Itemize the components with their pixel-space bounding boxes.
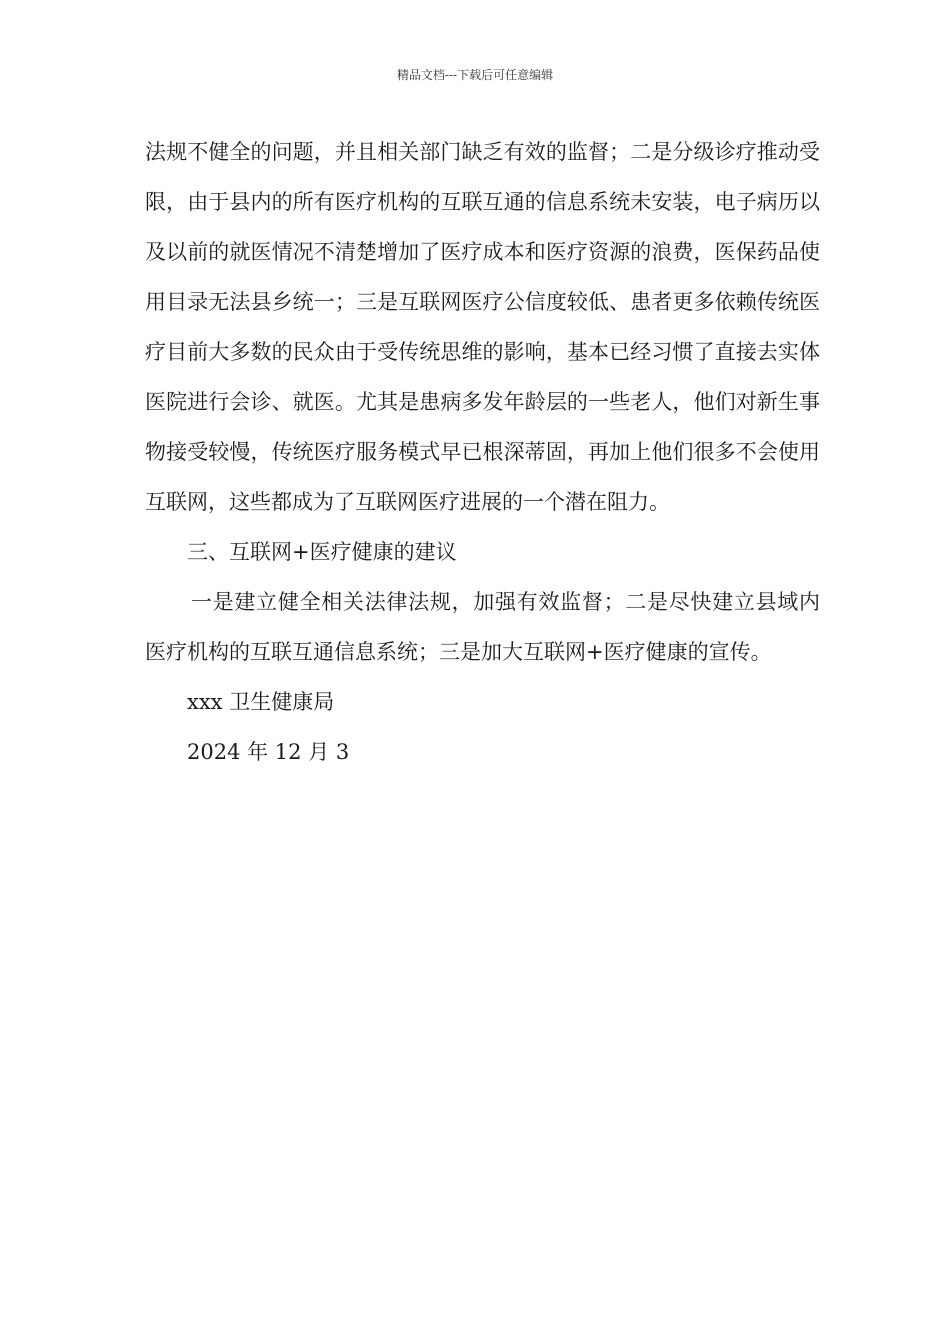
section-heading-suggestions: 三、互联网+医疗健康的建议 bbox=[187, 540, 457, 564]
paragraph-problems: 法规不健全的问题，并且相关部门缺乏有效的监督；二是分级诊疗推动受限，由于县内的所有医疗机构的互联互通的信息系统未安装，电子病历以及以前的就医情况不清楚增加了医疗成本和医疗资源的浪费，医保药品使用目录无法县乡统一；三是互联网医疗公信度较低、患者更多依赖传统医疗目前大多数的民众由于受传统思维的影响，基本已经习惯了直接去实体医院进行会诊、就医。尤其是患病多发年龄层的一些老人，他们对新生事物接受较慢，传统医疗服务模式早已根深蒂固，再加上他们很多不会使用互联网，这些都成为了互联网医疗进展的一个潜在阻力。 bbox=[145, 140, 820, 514]
signature-organization: xxx 卫生健康局 bbox=[187, 690, 335, 714]
signature-date: 2024 年 12 月 3 bbox=[187, 740, 350, 764]
document-body bbox=[145, 127, 820, 777]
paragraph-suggestions: 一是建立健全相关法律法规，加强有效监督；二是尽快建立县域内医疗机构的互联互通信息系统；三是加大互联网+医疗健康的宣传。 bbox=[145, 590, 820, 664]
page-header: 精品文档---下载后可任意编辑 bbox=[396, 68, 554, 82]
